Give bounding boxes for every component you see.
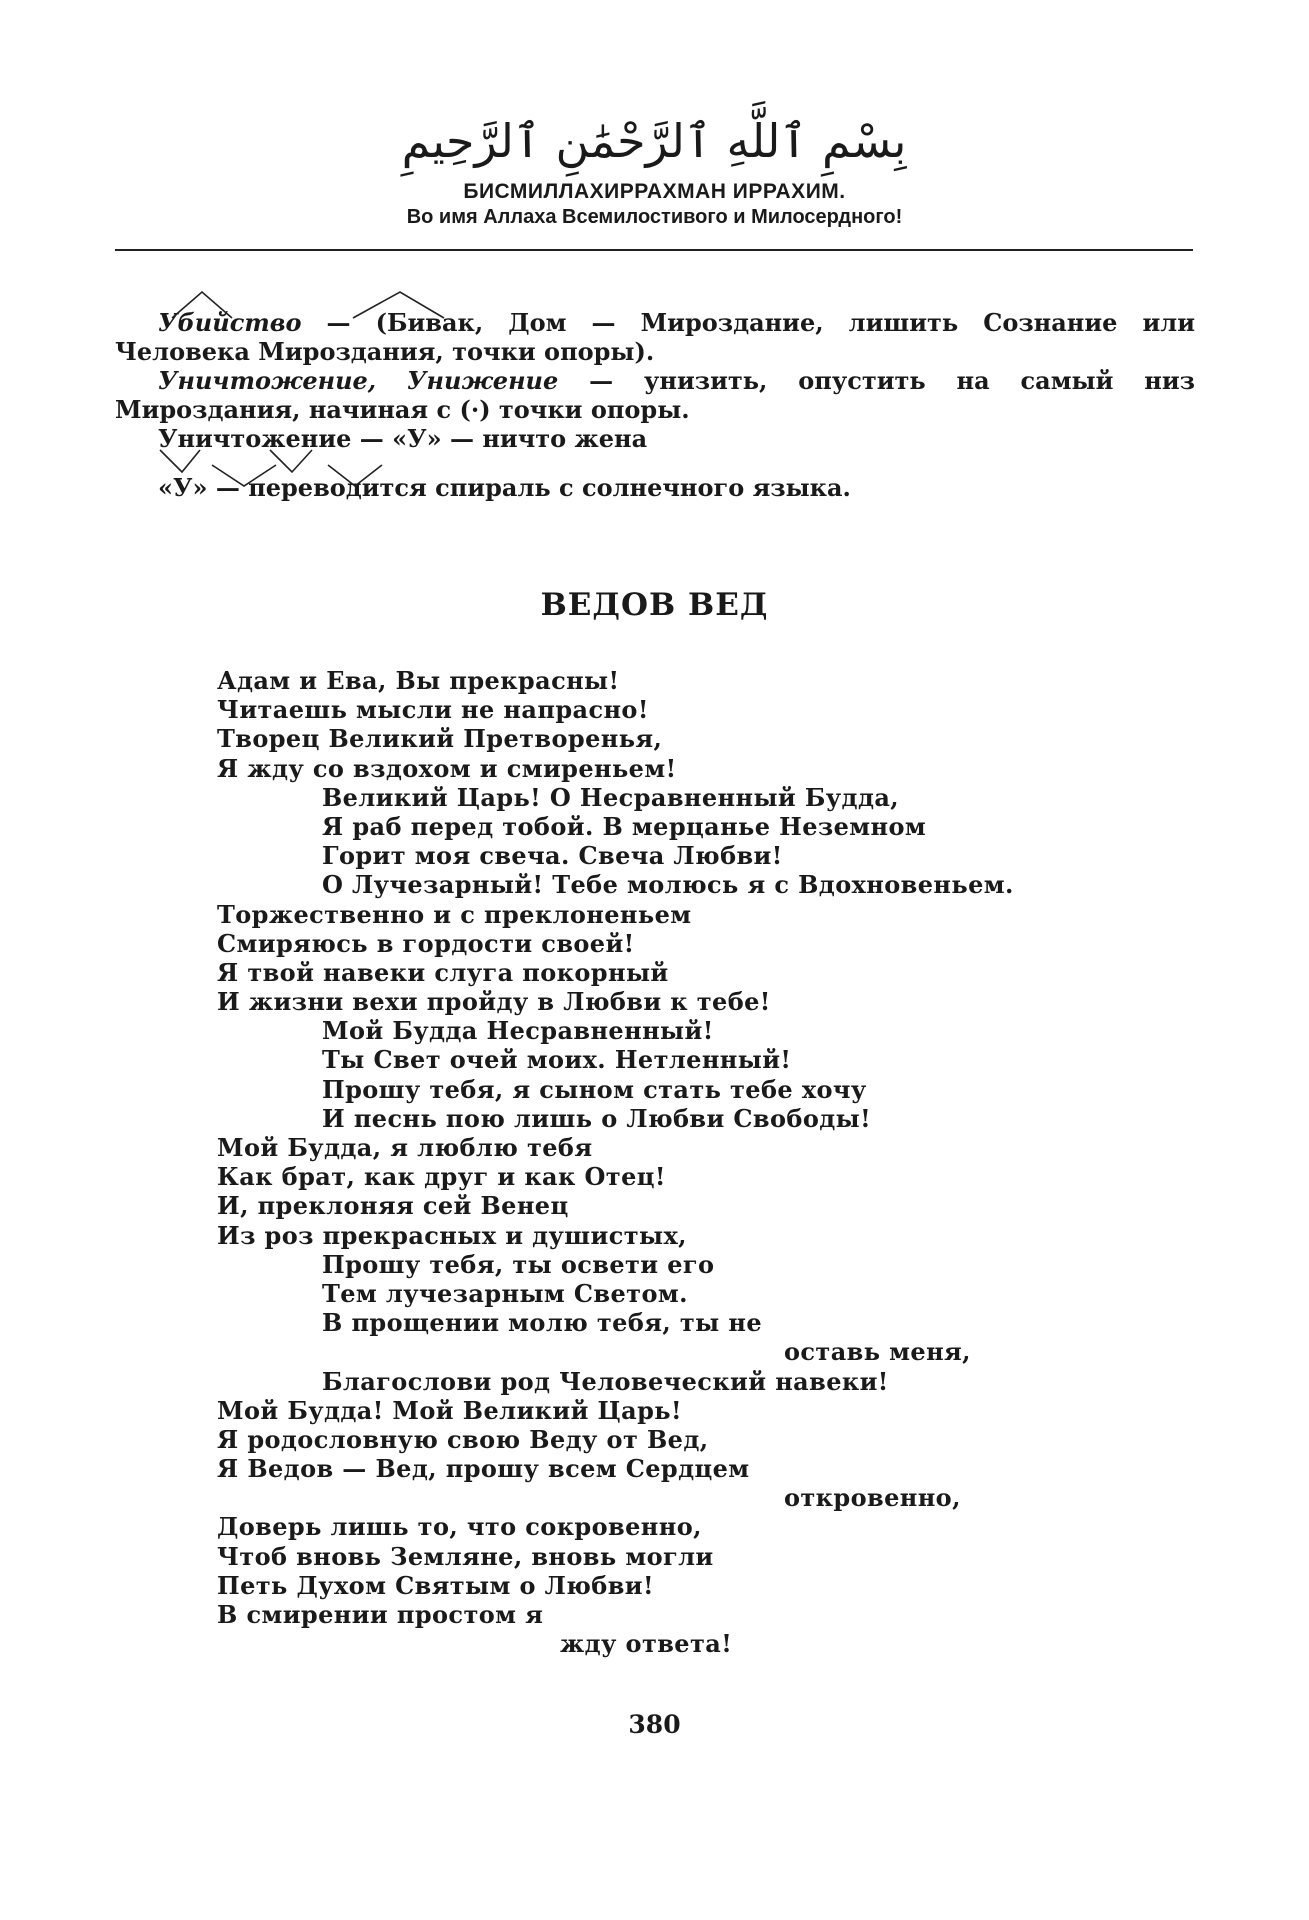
poem-line: Горит моя свеча. Свеча Любви! — [322, 841, 783, 871]
poem-line: Торжественно и с преклоненьем — [217, 899, 692, 929]
poem-line: Я раб перед тобой. В мерцанье Неземном — [322, 811, 927, 841]
poem-line: Прошу тебя, ты освети его — [322, 1249, 715, 1279]
poem-line: Из роз прекрасных и душистых, — [217, 1220, 687, 1250]
poem-line-continuation: оставь меня, — [784, 1337, 971, 1367]
poem-line: Читаешь мысли не напрасно! — [217, 695, 649, 725]
poem-line: Творец Великий Претворенья, — [217, 724, 663, 754]
poem-line: Смиряюсь в гордости своей! — [217, 928, 635, 958]
basmala-text: بِسْمِ ٱللَّهِ ٱلرَّحْمَٰنِ ٱلرَّحِيمِ — [401, 114, 907, 168]
poem-line: О Лучезарный! Тебе молюсь я с Вдохновеньем. — [322, 870, 1014, 900]
poem-title: ВЕДОВ ВЕД — [540, 587, 769, 623]
poem-line: Я родословную свою Веду от Вед, — [217, 1424, 709, 1454]
handwritten-chevron-marks — [0, 0, 1309, 500]
poem-line: Петь Духом Святым о Любви! — [217, 1570, 654, 1600]
poem-line: Я твой навеки слуга покорный — [217, 957, 669, 987]
poem-line: И жизни вехи пройду в Любви к тебе! — [217, 987, 771, 1017]
poem-line: Мой Будда! Мой Великий Царь! — [217, 1395, 682, 1425]
definition-u-spiral: «У» — переводится спираль с солнечного языка. — [158, 473, 851, 502]
header-translation: Во имя Аллаха Всемилостивого и Милосердного! — [406, 206, 903, 228]
poem-line: Чтоб вновь Земляне, вновь могли — [217, 1541, 714, 1571]
poem-line-continuation: жду ответа! — [560, 1629, 733, 1659]
poem-line: Тем лучезарным Светом. — [322, 1278, 688, 1308]
term-destruction: Уничтожение, Унижение — [158, 366, 559, 395]
poem-line: Доверь лишь то, что сокровенно, — [217, 1512, 702, 1542]
definition-murder-text: — (Бивак, Дом — Мироздание, лишить Сознание или Человека Мироздания, точки опоры). — [115, 308, 1195, 366]
poem-line: Мой Будда, я люблю тебя — [217, 1133, 593, 1162]
poem-line: В прощении молю тебя, ты не — [322, 1308, 763, 1338]
poem-line: Адам и Ева, Вы прекрасны! — [217, 666, 620, 695]
poem-line: В смирении простом я — [217, 1600, 544, 1629]
poem-line: Как брат, как друг и как Отец! — [217, 1162, 666, 1192]
definition-destruction-text: — унизить, опустить на самый низ Мироздания, начиная с (·) точки опоры. — [115, 366, 1195, 424]
page-number: 380 — [628, 1710, 681, 1739]
definition-wordplay: Уничтожение — «У» — ничто жена — [158, 424, 648, 453]
poem-line: Ты Свет очей моих. Нетленный! — [322, 1045, 792, 1075]
header-transliteration: БИСМИЛЛАХИРРАХМАН ИРРАХИМ. — [463, 180, 846, 203]
poem-line: Великий Царь! О Несравненный Будда, — [322, 782, 900, 812]
poem-line-continuation: откровенно, — [784, 1483, 961, 1513]
poem-line: Прошу тебя, я сыном стать тебе хочу — [322, 1074, 867, 1104]
poem-line: Я жду со вздохом и смиреньем! — [217, 753, 677, 783]
poem-line: Благослови род Человеческий навеки! — [322, 1366, 889, 1396]
poem-line: Я Ведов — Вед, прошу всем Сердцем — [217, 1454, 750, 1484]
poem-line: И песнь пою лишь о Любви Свободы! — [322, 1103, 872, 1133]
poem-body — [217, 666, 1117, 1658]
poem-line: И, преклоняя сей Венец — [217, 1191, 569, 1221]
poem-line: Мой Будда Несравненный! — [322, 1016, 714, 1046]
term-murder: Убийство — [158, 308, 302, 337]
